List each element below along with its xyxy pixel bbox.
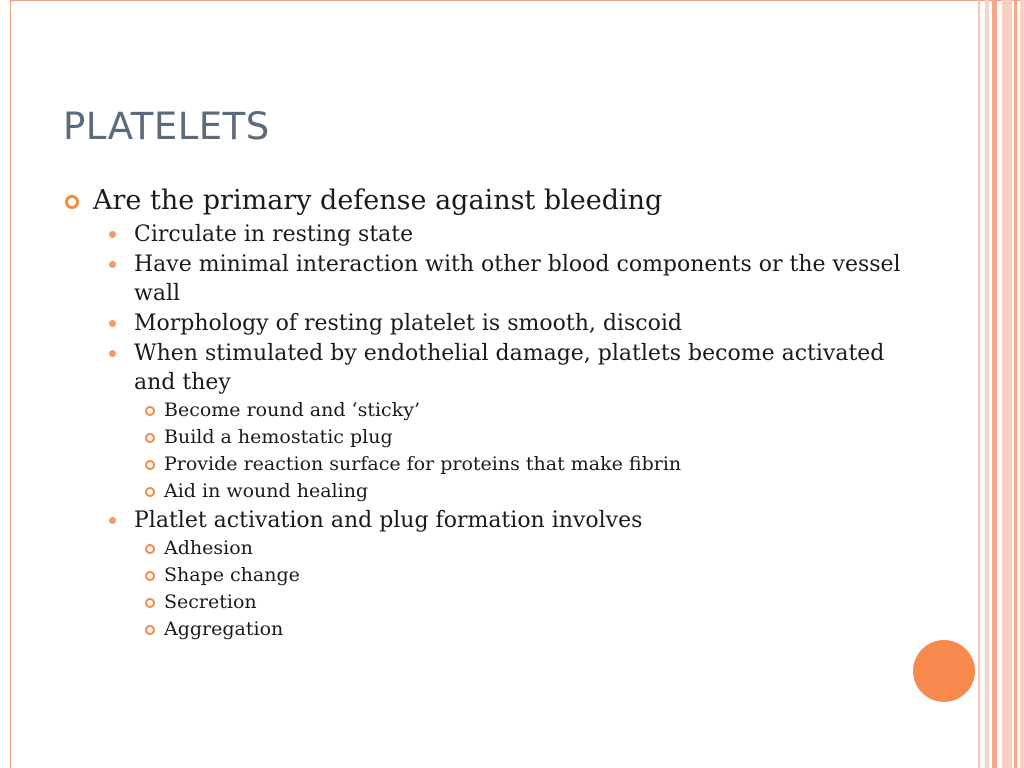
bullet-text: Shape change xyxy=(164,564,300,586)
ring-bullet-icon xyxy=(145,625,155,635)
frame-left-border xyxy=(10,0,11,768)
stripe xyxy=(1002,0,1012,768)
bullet-item xyxy=(60,220,920,249)
decorative-stripes xyxy=(978,0,1024,768)
bullet-text: Become round and ‘sticky’ xyxy=(164,399,420,421)
bullet-text: Secretion xyxy=(164,591,257,613)
stripe xyxy=(992,0,997,768)
bullet-item xyxy=(60,478,920,505)
decorative-circle xyxy=(913,640,975,702)
bullet-list xyxy=(60,184,920,643)
bullet-text: Circulate in resting state xyxy=(134,222,414,247)
bullet-item xyxy=(60,250,920,308)
bullet-item xyxy=(60,451,920,478)
stripe xyxy=(1014,0,1017,768)
bullet-item xyxy=(60,589,920,616)
ring-bullet-icon xyxy=(145,571,155,581)
bullet-text: Have minimal interaction with other blood components or the vessel wall xyxy=(134,252,901,306)
ring-bullet-icon xyxy=(145,598,155,608)
bullet-item xyxy=(60,506,920,535)
dot-bullet-icon xyxy=(109,350,116,357)
bullet-item xyxy=(60,309,920,338)
dot-bullet-icon xyxy=(109,231,116,238)
bullet-text: Morphology of resting platelet is smooth, discoid xyxy=(134,311,682,336)
bullet-text: Are the primary defense against bleeding xyxy=(93,185,663,216)
ring-bullet-icon xyxy=(145,433,155,443)
stripe xyxy=(985,0,989,768)
bullet-text: Provide reaction surface for proteins that make fibrin xyxy=(164,453,682,475)
frame-top-border xyxy=(10,0,1024,1)
bullet-item xyxy=(60,397,920,424)
dot-bullet-icon xyxy=(109,320,116,327)
bullet-text: Aggregation xyxy=(164,618,284,640)
ring-bullet-icon xyxy=(145,544,155,554)
stripe xyxy=(1020,0,1024,768)
bullet-text: Aid in wound healing xyxy=(164,480,369,502)
bullet-item xyxy=(60,339,920,397)
bullet-item xyxy=(60,424,920,451)
ring-bullet-icon xyxy=(145,487,155,497)
bullet-text: When stimulated by endothelial damage, platlets become activated and they xyxy=(134,341,885,395)
dot-bullet-icon xyxy=(109,517,116,524)
bullet-text: Build a hemostatic plug xyxy=(164,426,393,448)
bullet-item xyxy=(60,535,920,562)
bullet-item xyxy=(60,562,920,589)
bullet-item xyxy=(60,616,920,643)
dot-bullet-icon xyxy=(109,261,116,268)
stripe xyxy=(978,0,980,768)
ring-bullet-icon xyxy=(145,406,155,416)
ring-bullet-icon xyxy=(65,195,79,209)
ring-bullet-icon xyxy=(145,460,155,470)
bullet-item xyxy=(60,184,920,218)
slide-title: PLATELETS xyxy=(63,105,270,148)
bullet-text: Adhesion xyxy=(164,537,253,559)
bullet-text: Platlet activation and plug formation involves xyxy=(134,508,643,533)
